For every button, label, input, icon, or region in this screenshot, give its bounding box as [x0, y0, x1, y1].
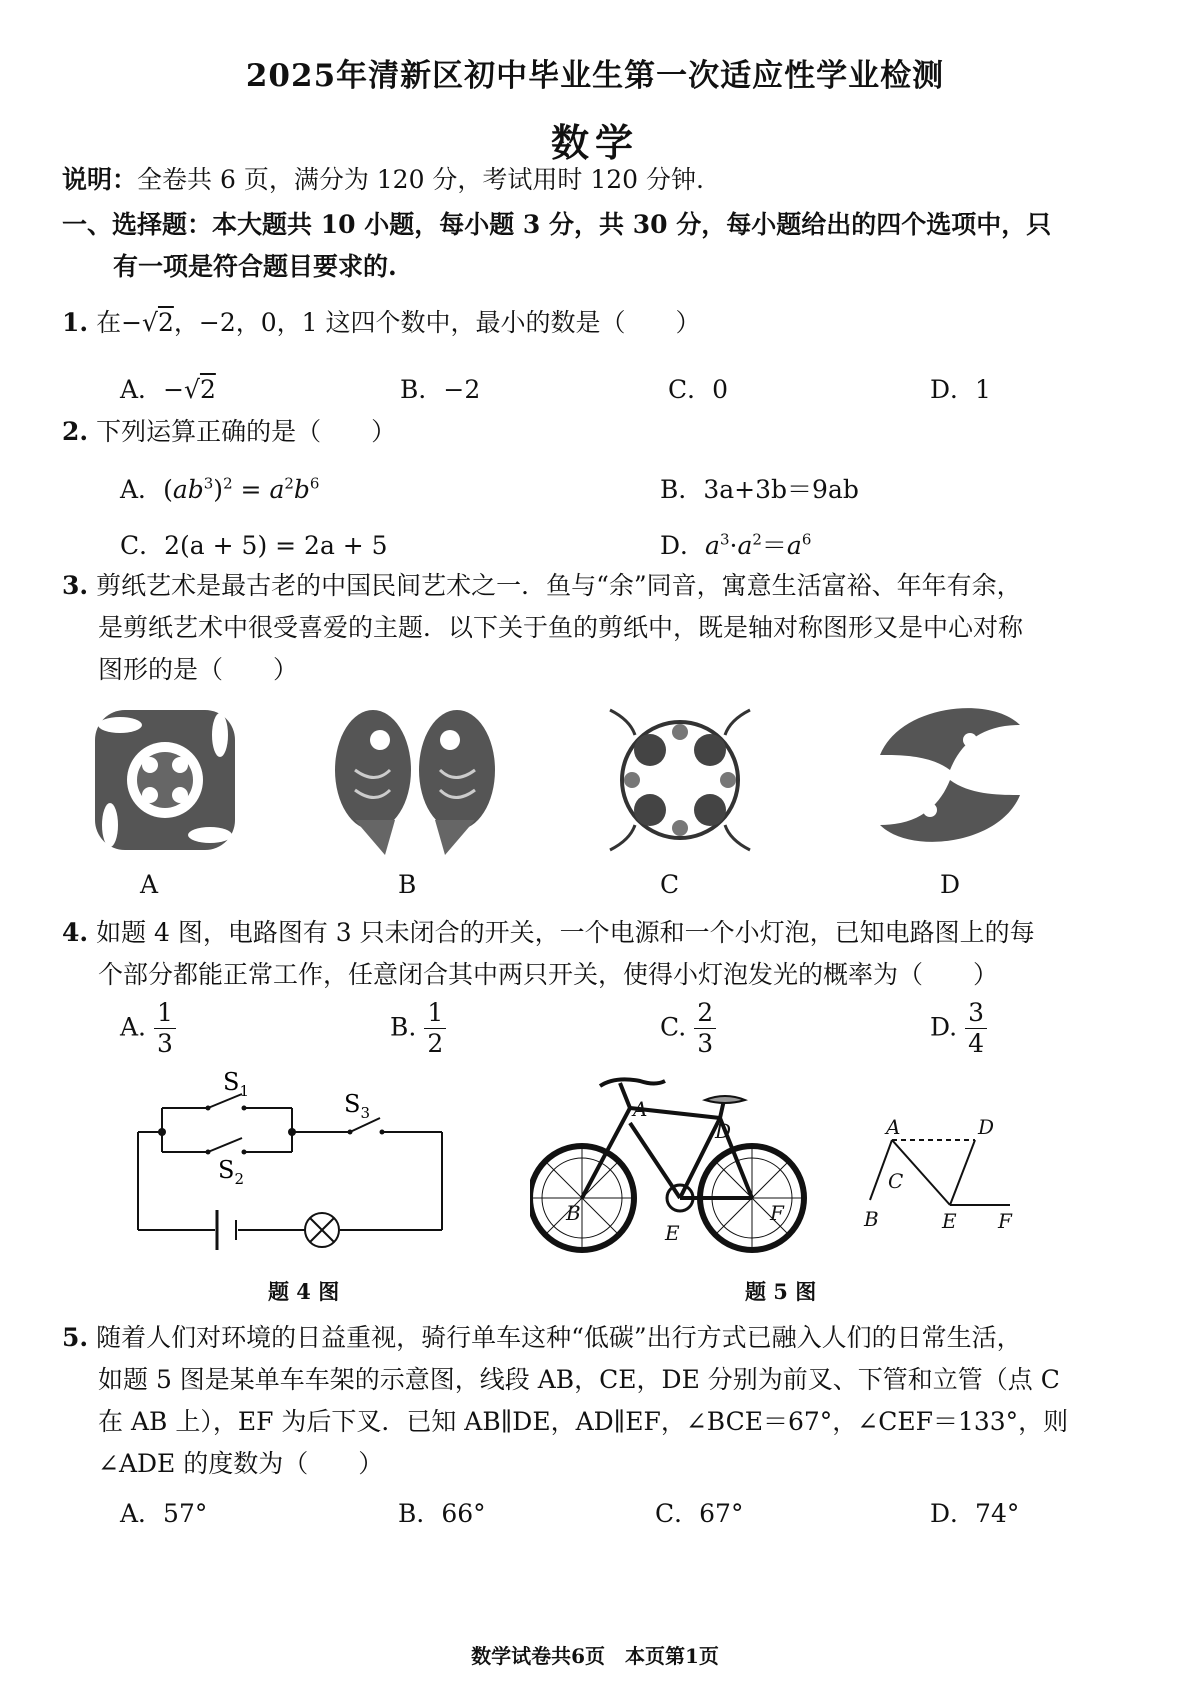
question-1	[62, 303, 701, 339]
q1-text-post: ，−2，0，1 这四个数中，最小的数是（ ）	[173, 308, 701, 337]
question-5-line1	[62, 1318, 1022, 1354]
section1-heading-line2: 有一项是符合题目要求的.	[113, 252, 397, 281]
q5-geometry-diagram	[850, 1110, 1030, 1240]
q5-figure-caption: 题 5 图	[745, 1279, 817, 1304]
q3-label-b: B	[398, 870, 417, 899]
q3-line1: 剪纸艺术是最古老的中国民间艺术之一．鱼与“余”同音，寓意生活富裕、年年有余，	[96, 571, 1022, 600]
q5-number: 5.	[62, 1323, 89, 1352]
q4-line1: 如题 4 图，电路图有 3 只未闭合的开关，一个电源和一个小灯泡，已知电路图上的每	[96, 918, 1035, 947]
q5-option-d: D．74°	[930, 1499, 1020, 1528]
subject-title: 数学	[550, 120, 639, 165]
instructions-text: 全卷共 6 页，满分为 120 分，考试用时 120 分钟.	[137, 165, 704, 194]
q5-bicycle-image	[530, 1068, 820, 1263]
q4-option-d: D. $\frac{3}{4}$	[930, 1000, 987, 1058]
q3-number: 3.	[62, 571, 89, 600]
bike-label-e: E	[665, 1221, 680, 1245]
q2-option-d: D．$a^3\cdot a^2=a^6$	[660, 530, 812, 560]
q2-number: 2.	[62, 417, 89, 446]
q1-option-b: B．−2	[400, 375, 481, 404]
diagram-label-a: A	[886, 1115, 901, 1139]
bike-label-f: F	[770, 1201, 784, 1225]
instructions	[62, 160, 704, 196]
question-3-line1	[62, 566, 1022, 602]
q5-option-c: C．67°	[655, 1499, 744, 1528]
question-2	[62, 412, 396, 448]
switch-s2-label: $S_2$	[218, 1156, 244, 1188]
instructions-label: 说明：	[62, 165, 138, 194]
q5-line1: 随着人们对环境的日益重视，骑行单车这种“低碳”出行方式已融入人们的日常生活，	[96, 1323, 1022, 1352]
switch-s3-label: $S_3$	[344, 1090, 370, 1122]
section1-heading-line1: 一、选择题：本大题共 10 小题，每小题 3 分，共 30 分，每小题给出的四个选项中，只	[62, 210, 1052, 239]
q4-option-a: A. $\frac{1}{3}$	[120, 1000, 176, 1058]
q4-line2: 个部分都能正常工作，任意闭合其中两只开关，使得小灯泡发光的概率为（ ）	[98, 960, 999, 989]
exam-title: 2025年清新区初中毕业生第一次适应性学业检测	[245, 58, 945, 94]
q2-option-c: C．2(a + 5) = 2a + 5	[120, 531, 388, 560]
diagram-label-b: B	[864, 1207, 879, 1231]
q5-option-a: A．57°	[120, 1499, 208, 1528]
q4-number: 4.	[62, 918, 89, 947]
q1-option-c: C．0	[668, 375, 729, 404]
bike-label-d: D	[715, 1119, 732, 1143]
q5-line4: ∠ADE 的度数为（ ）	[98, 1449, 384, 1478]
q1-neg-sqrt2: −√2	[121, 308, 174, 337]
diagram-label-e: E	[942, 1209, 957, 1233]
q5-line3: 在 AB 上），EF 为后下叉．已知 AB∥DE，AD∥EF，∠BCE＝67°，∠CEF＝133°，则	[98, 1407, 1069, 1436]
q2-option-a: A．$(ab^3)^2 = a^2b^6$	[120, 474, 320, 504]
q1-option-a: A．−√2	[120, 375, 216, 404]
q4-option-b: B. $\frac{1}{2}$	[390, 1000, 446, 1058]
papercut-d-image	[880, 708, 1020, 842]
q4-option-c: C. $\frac{2}{3}$	[660, 1000, 716, 1058]
q1-option-d: D．1	[930, 375, 991, 404]
switch-s1-label: $S_1$	[223, 1068, 249, 1100]
q4-figure-caption: 题 4 图	[268, 1279, 340, 1304]
q2-text: 下列运算正确的是（ ）	[96, 417, 397, 446]
question-4-line1	[62, 913, 1035, 949]
diagram-label-c: C	[888, 1169, 904, 1193]
q5-option-b: B．66°	[398, 1499, 486, 1528]
q3-line2: 是剪纸艺术中很受喜爱的主题．以下关于鱼的剪纸中，既是轴对称图形又是中心对称	[98, 613, 1024, 642]
q4-circuit-diagram	[120, 1060, 460, 1260]
bike-label-b: B	[566, 1201, 581, 1225]
q3-line3: 图形的是（ ）	[98, 655, 299, 684]
page-footer: 数学试卷共6页 本页第1页	[471, 1644, 719, 1668]
diagram-label-d: D	[978, 1115, 995, 1139]
bike-label-a: A	[633, 1097, 648, 1121]
q1-text-pre: 在	[96, 308, 122, 337]
diagram-label-f: F	[998, 1209, 1012, 1233]
q5-line2: 如题 5 图是某单车车架的示意图，线段 AB，CE，DE 分别为前叉、下管和立管（点 C	[98, 1365, 1060, 1394]
papercut-c-image	[610, 710, 750, 850]
q1-number: 1.	[62, 308, 89, 337]
papercut-a-image	[95, 710, 235, 850]
q3-label-d: D	[940, 870, 961, 899]
papercut-b-image	[335, 710, 495, 855]
q3-label-c: C	[660, 870, 680, 899]
q3-label-a: A	[140, 870, 159, 899]
q2-option-b: B．3a+3b＝9ab	[660, 475, 859, 504]
